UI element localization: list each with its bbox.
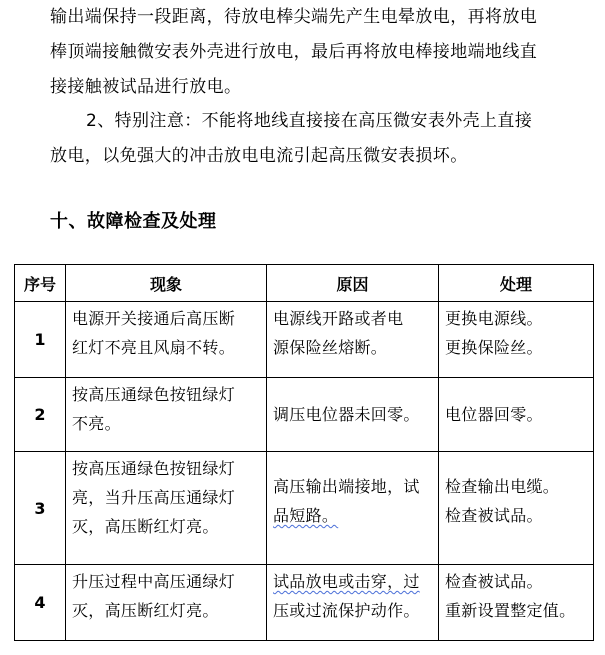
phenomenon-line: 电源开关接通后高压断	[72, 309, 236, 328]
phenomenon-line: 按高压通绿色按钮绿灯	[72, 385, 236, 404]
action-line: 电位器回零。	[445, 405, 543, 424]
action-line: 重新设置整定值。	[445, 601, 576, 620]
cause-line	[273, 501, 432, 530]
header-action: 处理	[439, 265, 594, 302]
action-cell	[439, 302, 594, 378]
intro-line-3: 接接触被试品进行放电。	[50, 77, 242, 97]
header-number: 序号	[15, 265, 66, 302]
phenomenon-line: 红灯不亮且风扇不转。	[72, 338, 236, 357]
note-paragraph	[50, 104, 590, 174]
note-line-1: 2、特别注意：不能将地线直接接在高压微安表外壳上直接	[86, 111, 533, 131]
phenomenon-line: 灭，高压断红灯亮。	[72, 517, 219, 536]
cause-text-spellcheck: 品短路。	[273, 506, 339, 525]
cause-cell	[267, 302, 439, 378]
row-number: 1	[15, 302, 66, 378]
cause-line: 调压电位器未回零。	[273, 405, 420, 424]
action-line: 检查输出电缆。	[445, 477, 560, 496]
phenomenon-cell	[66, 378, 267, 452]
note-line-2: 放电，以免强大的冲击放电电流引起高压微安表损坏。	[50, 146, 468, 166]
phenomenon-line: 不亮。	[72, 414, 121, 433]
phenomenon-line: 亮，当升压高压通绿灯	[72, 488, 236, 507]
cause-text: 高压输出端接地，试	[273, 477, 420, 496]
table-row	[15, 378, 594, 452]
phenomenon-line: 升压过程中高压通绿灯	[72, 572, 236, 591]
table-header-row	[15, 265, 594, 302]
header-cause: 原因	[267, 265, 439, 302]
header-phenomenon: 现象	[66, 265, 267, 302]
row-number: 3	[15, 452, 66, 565]
table-row	[15, 452, 594, 565]
action-cell	[439, 565, 594, 641]
cause-line	[273, 567, 432, 596]
phenomenon-cell	[66, 452, 267, 565]
action-line: 检查被试品。	[445, 572, 543, 591]
cause-cell	[267, 452, 439, 565]
cause-cell	[267, 565, 439, 641]
cause-line: 电源线开路或者电	[273, 309, 404, 328]
intro-paragraph	[50, 0, 590, 105]
cause-text-spellcheck: 试品放电或击穿，过	[273, 572, 420, 591]
cause-line: 源保险丝熔断。	[273, 338, 388, 357]
table-row	[15, 565, 594, 641]
fault-table	[14, 264, 594, 641]
row-number: 4	[15, 565, 66, 641]
action-line: 检查被试品。	[445, 506, 543, 525]
action-cell	[439, 378, 594, 452]
action-line: 更换电源线。	[445, 309, 543, 328]
cause-line	[273, 472, 432, 501]
table-row	[15, 302, 594, 378]
phenomenon-cell	[66, 302, 267, 378]
section-heading: 十、故障检查及处理	[50, 211, 217, 232]
intro-line-1: 输出端保持一段距离，待放电棒尖端先产生电晕放电，再将放电	[50, 7, 538, 27]
intro-line-2: 棒顶端接触微安表外壳进行放电，最后再将放电棒接地端地线直	[50, 42, 538, 62]
action-line: 更换保险丝。	[445, 338, 543, 357]
phenomenon-line: 灭，高压断红灯亮。	[72, 601, 219, 620]
phenomenon-line: 按高压通绿色按钮绿灯	[72, 459, 236, 478]
phenomenon-cell	[66, 565, 267, 641]
row-number: 2	[15, 378, 66, 452]
cause-line: 压或过流保护动作。	[273, 601, 420, 620]
action-cell	[439, 452, 594, 565]
cause-cell	[267, 378, 439, 452]
